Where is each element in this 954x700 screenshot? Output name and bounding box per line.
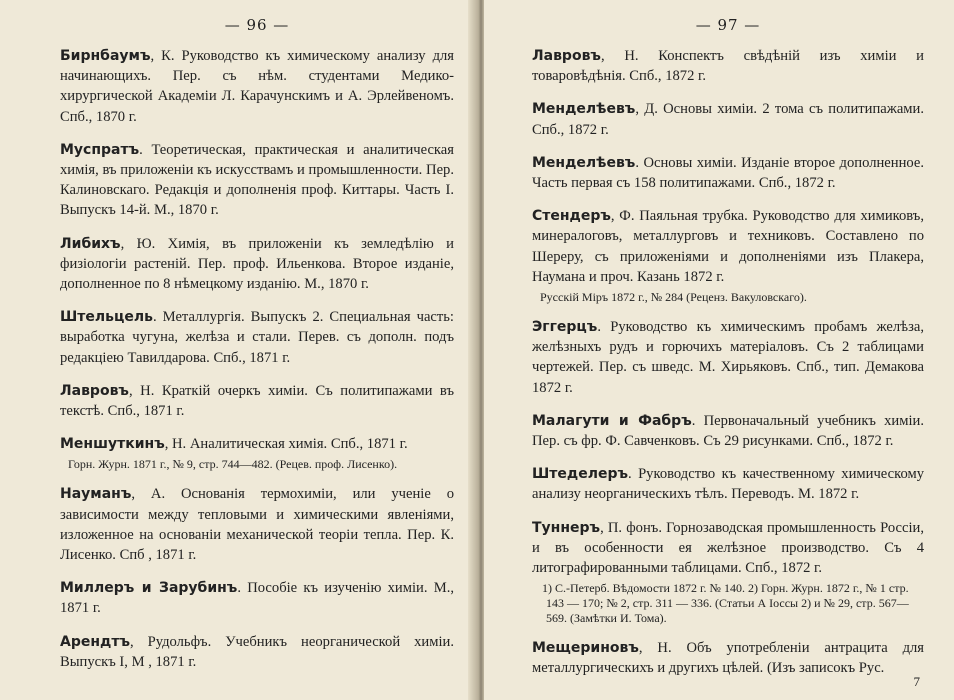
entry-author: Меншуткинъ: [60, 436, 165, 453]
entry-author: Арендтъ: [60, 633, 130, 650]
entry-text: , Н. Объ употребленіи антрацита для металлургическихъ и другихъ цѣлей. (Изъ записокъ Рус.: [532, 640, 924, 677]
entry-text: . Первоначальный учебникъ химіи. Пер. съ фр. Ф. Савченковъ. Съ 29 рисунками. Спб., 1872 г.: [532, 412, 924, 450]
entry-review-note: Русскій Міръ 1872 г., № 284 (Реценз. Вакуловскаго).: [540, 290, 807, 305]
entry-text: , Н. Конспектъ свѣдѣній изъ химіи и товаровѣдѣнія. Спб., 1872 г.: [532, 48, 924, 85]
entry-author: Малагути и Фабръ: [532, 412, 692, 429]
bibliography-entry: [60, 484, 454, 565]
page-number: — 97 —: [695, 16, 761, 34]
page-number: — 96 —: [224, 16, 290, 34]
entry-text: . Руководство къ качественному химическому анализу неорганическихъ тѣлъ. Переводъ. М. 1872 г.: [532, 466, 924, 503]
entry-review-note: 1) С.-Петерб. Вѣдомости 1872 г. № 140. 2) Горн. Журн. 1872 г., № 1 стр. 143 — 170; № 2, стр. 311 — 336. (Статьи А Іоссы 2) и № 29, стр. 567—569. (Замѣтки И. Тома).: [542, 581, 909, 626]
bibliography-entry: [60, 632, 454, 672]
entry-author: Менделѣевъ: [532, 154, 636, 171]
entry-text: . Металлургія. Выпускъ 2. Специальная часть: выработка чугуна, желѣза и стали. Перев. съ дополн. подъ редакціею Тавилдарова. Спб., 1871 г.: [60, 309, 454, 366]
entry-text: , Рудольфъ. Учебникъ неорганической химіи. Выпускъ I, М , 1871 г.: [60, 633, 454, 670]
entry-author: Туннеръ: [532, 519, 601, 536]
entry-author: Штеделеръ: [532, 466, 628, 483]
left-page: [0, 0, 476, 700]
bibliography-entry: [532, 518, 924, 579]
bibliography-entry: [60, 46, 454, 127]
bibliography-entry: [532, 317, 924, 398]
entry-list: [60, 46, 454, 672]
bibliography-entry: [532, 411, 924, 451]
bibliography-entry: [532, 99, 924, 139]
entry-author: Штельцель: [60, 309, 153, 326]
entry-text: , П. фонъ. Горнозаводская промышленность Россіи, и въ особенности ея желѣзное производство. Съ 4 литографированными таблицами. Спб., 1872 г.: [532, 519, 924, 577]
right-page: [484, 0, 954, 700]
entry-author: Эггерцъ: [532, 319, 598, 336]
bibliography-entry: [60, 234, 454, 295]
entry-author: Муспратъ: [60, 141, 140, 158]
entry-author: Бирнбаумъ: [60, 48, 151, 64]
entry-text: . Руководство къ химическимъ пробамъ желѣза, желѣзныхъ рудъ и горючихъ матеріаловъ. Съ 2 таблицами чертежей. Пер. съ шведс. М. Хирьяковъ. Спб., тип. Демакова 1872 г.: [532, 319, 924, 396]
entry-author: Лавровъ: [532, 48, 601, 64]
entry-author: Мещериновъ: [532, 640, 639, 657]
entry-author: Менделѣевъ: [532, 101, 636, 118]
bibliography-entry: [60, 140, 454, 221]
entry-text: , Ю. Химія, въ приложеніи къ земледѣлію и физіологіи растеній. Пер. проф. Ильенкова. Второе изданіе, дополненное по 8 нѣмецкому изданію. М., 1870 г.: [60, 235, 454, 293]
entry-author: Либихъ: [60, 235, 121, 252]
entry-text: , А. Основанія термохиміи, или ученіе о зависимости между тепловыми и химическими явленіями, изложенное на основаніи механической теоріи тепла. Пер. К. Лисенко. Спб , 1871 г.: [60, 486, 454, 564]
bibliography-entry: [532, 46, 924, 86]
entry-author: Науманъ: [60, 486, 132, 503]
bibliography-entry: [60, 578, 454, 618]
entry-text: , Ф. Паяльная трубка. Руководство для химиковъ, минералоговъ, металлурговъ и техниковъ. Составлено по Шереру, съ приложеніями и дополненіями изъ Плакера, Наумана и проч. Казань 1872 г.: [532, 208, 924, 285]
entry-text: . Пособіе къ изученію химіи. М., 1871 г.: [60, 580, 454, 617]
entry-text: , Д. Основы химіи. 2 тома съ политипажами. Спб., 1872 г.: [532, 101, 924, 138]
entry-text: . Теоретическая, практическая и аналитическая химія, въ приложеніи къ искусствамъ и промышленности. Пер. Калиновскаго. Редакція и дополненія проф. Киттары. Часть I. Выпускъ 14-й. М., 1870 г.: [60, 141, 454, 219]
bibliography-entry: [532, 638, 924, 678]
bibliography-entry: [532, 153, 924, 193]
bibliography-entry: [532, 464, 924, 504]
entry-author: Стендеръ: [532, 208, 611, 225]
entry-list: [532, 46, 924, 679]
entry-author: Лавровъ: [60, 382, 129, 399]
entry-text: , Н. Аналитическая химія. Спб., 1871 г.: [164, 436, 408, 453]
bibliography-entry: [60, 307, 454, 368]
entry-author: Миллеръ и Зарубинъ: [60, 580, 238, 597]
bibliography-entry: [532, 206, 924, 287]
entry-text: . Основы химіи. Изданіе второе дополненное. Часть первая съ 158 политипажами. Спб., 1872 г.: [532, 154, 924, 192]
bibliography-entry: [60, 434, 454, 454]
entry-text: , Н. Краткій очеркъ химіи. Съ политипажами въ текстѣ. Спб., 1871 г.: [60, 382, 454, 420]
signature-mark: 7: [913, 674, 920, 689]
entry-review-note: Горн. Журн. 1871 г., № 9, стр. 744—482. (Рецев. проф. Лисенко).: [68, 457, 398, 472]
bibliography-entry: [60, 381, 454, 421]
entry-text: , К. Руководство къ химическому анализу для начинающихъ. Пер. съ нѣм. студентами Медико-хирургической Академіи Л. Карачунскимъ и А. Эрлейвеномъ. Спб., 1870 г.: [60, 48, 454, 125]
